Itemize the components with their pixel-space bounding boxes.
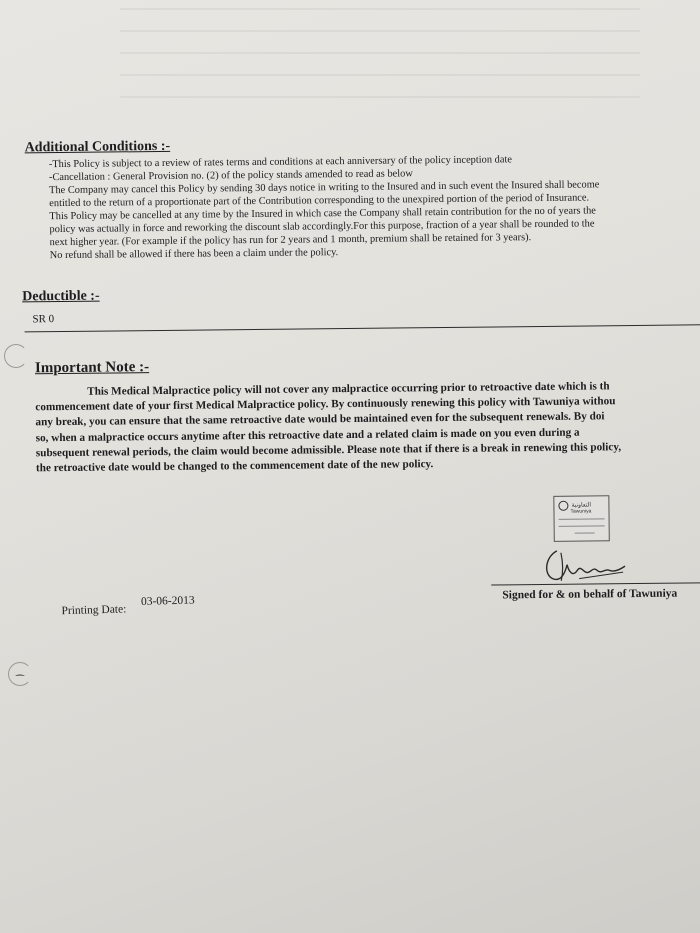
important-note-heading: Important Note :-	[34, 359, 150, 377]
pen-mark: ⁀	[16, 676, 25, 687]
note-line: subsequent renewal periods, the claim would become admissible. Please note that if there is a break in renewing this policy,	[35, 440, 622, 460]
deductible-heading: Deductible :-	[22, 288, 100, 305]
section-divider	[25, 324, 700, 332]
note-line: so, when a malpractice occurs anytime after this retroactive date and a related claim is made on you even during a	[35, 426, 580, 444]
printing-date	[61, 594, 195, 618]
note-line: This Medical Malpractice policy will not cover any malpractice occurring prior to retroactive date which is th	[87, 380, 610, 398]
condition-line: This Policy may be cancelled at any time by the Insured in which case the Company shall retain contribution for the no of years the	[49, 205, 596, 223]
printing-date-label: Printing Date:	[61, 603, 127, 618]
stamp-brand: Tawuniya	[570, 508, 592, 515]
condition-line: -Cancellation : General Provision no. (2) of the policy stands amended to read as below	[48, 168, 413, 184]
condition-line: -This Policy is subject to a review of rates terms and conditions at each anniversary of the policy inception date	[48, 154, 512, 171]
additional-conditions-heading: Additional Conditions :-	[24, 138, 171, 156]
additional-conditions-text	[49, 152, 600, 262]
signature-line	[491, 582, 700, 585]
condition-line: entitled to the return of a proportionate part of the Contribution corresponding to the unexpired portion of the period of Insurance.	[49, 192, 590, 210]
bleed-through-text	[120, 8, 640, 98]
note-line: the retroactive date would be changed to the commencement date of the new policy.	[35, 458, 434, 475]
deductible-value: SR 0	[32, 313, 55, 326]
condition-line: The Company may cancel this Policy by sending 30 days notice in writing to the Insured and in such event the Insured shall become	[49, 179, 600, 197]
stamp-line	[559, 518, 605, 519]
punch-hole-mark	[4, 344, 28, 368]
condition-line: No refund shall be allowed if there has been a claim under the policy.	[49, 247, 339, 262]
company-stamp	[553, 495, 609, 542]
condition-line: next higher year. (For example if the policy has run for 2 years and 1 month, premium shall be retained for 3 years).	[49, 232, 532, 249]
handwritten-signature	[539, 542, 629, 585]
signature-caption: Signed for & on behalf of Tawuniya	[502, 587, 678, 602]
stamp-line	[559, 525, 605, 526]
stamp-arabic-name: التعاونية	[571, 501, 592, 509]
note-line: any break, you can ensure that the same retroactive date would be maintained even for the subsequent renewals. By doi	[35, 410, 605, 429]
condition-line: policy was actually in force and reworking the discount slab accordingly.For this purpose, fraction of a year shall be rounded to the	[49, 218, 595, 236]
important-note-text	[35, 379, 621, 476]
tawuniya-logo-icon	[558, 501, 568, 511]
note-line: commencement date of your first Medical Malpractice policy. By continuously renewing this policy with Tawuniya withou	[35, 395, 616, 414]
stamp-line	[575, 532, 595, 533]
printing-date-value: 03-06-2013	[140, 594, 195, 608]
